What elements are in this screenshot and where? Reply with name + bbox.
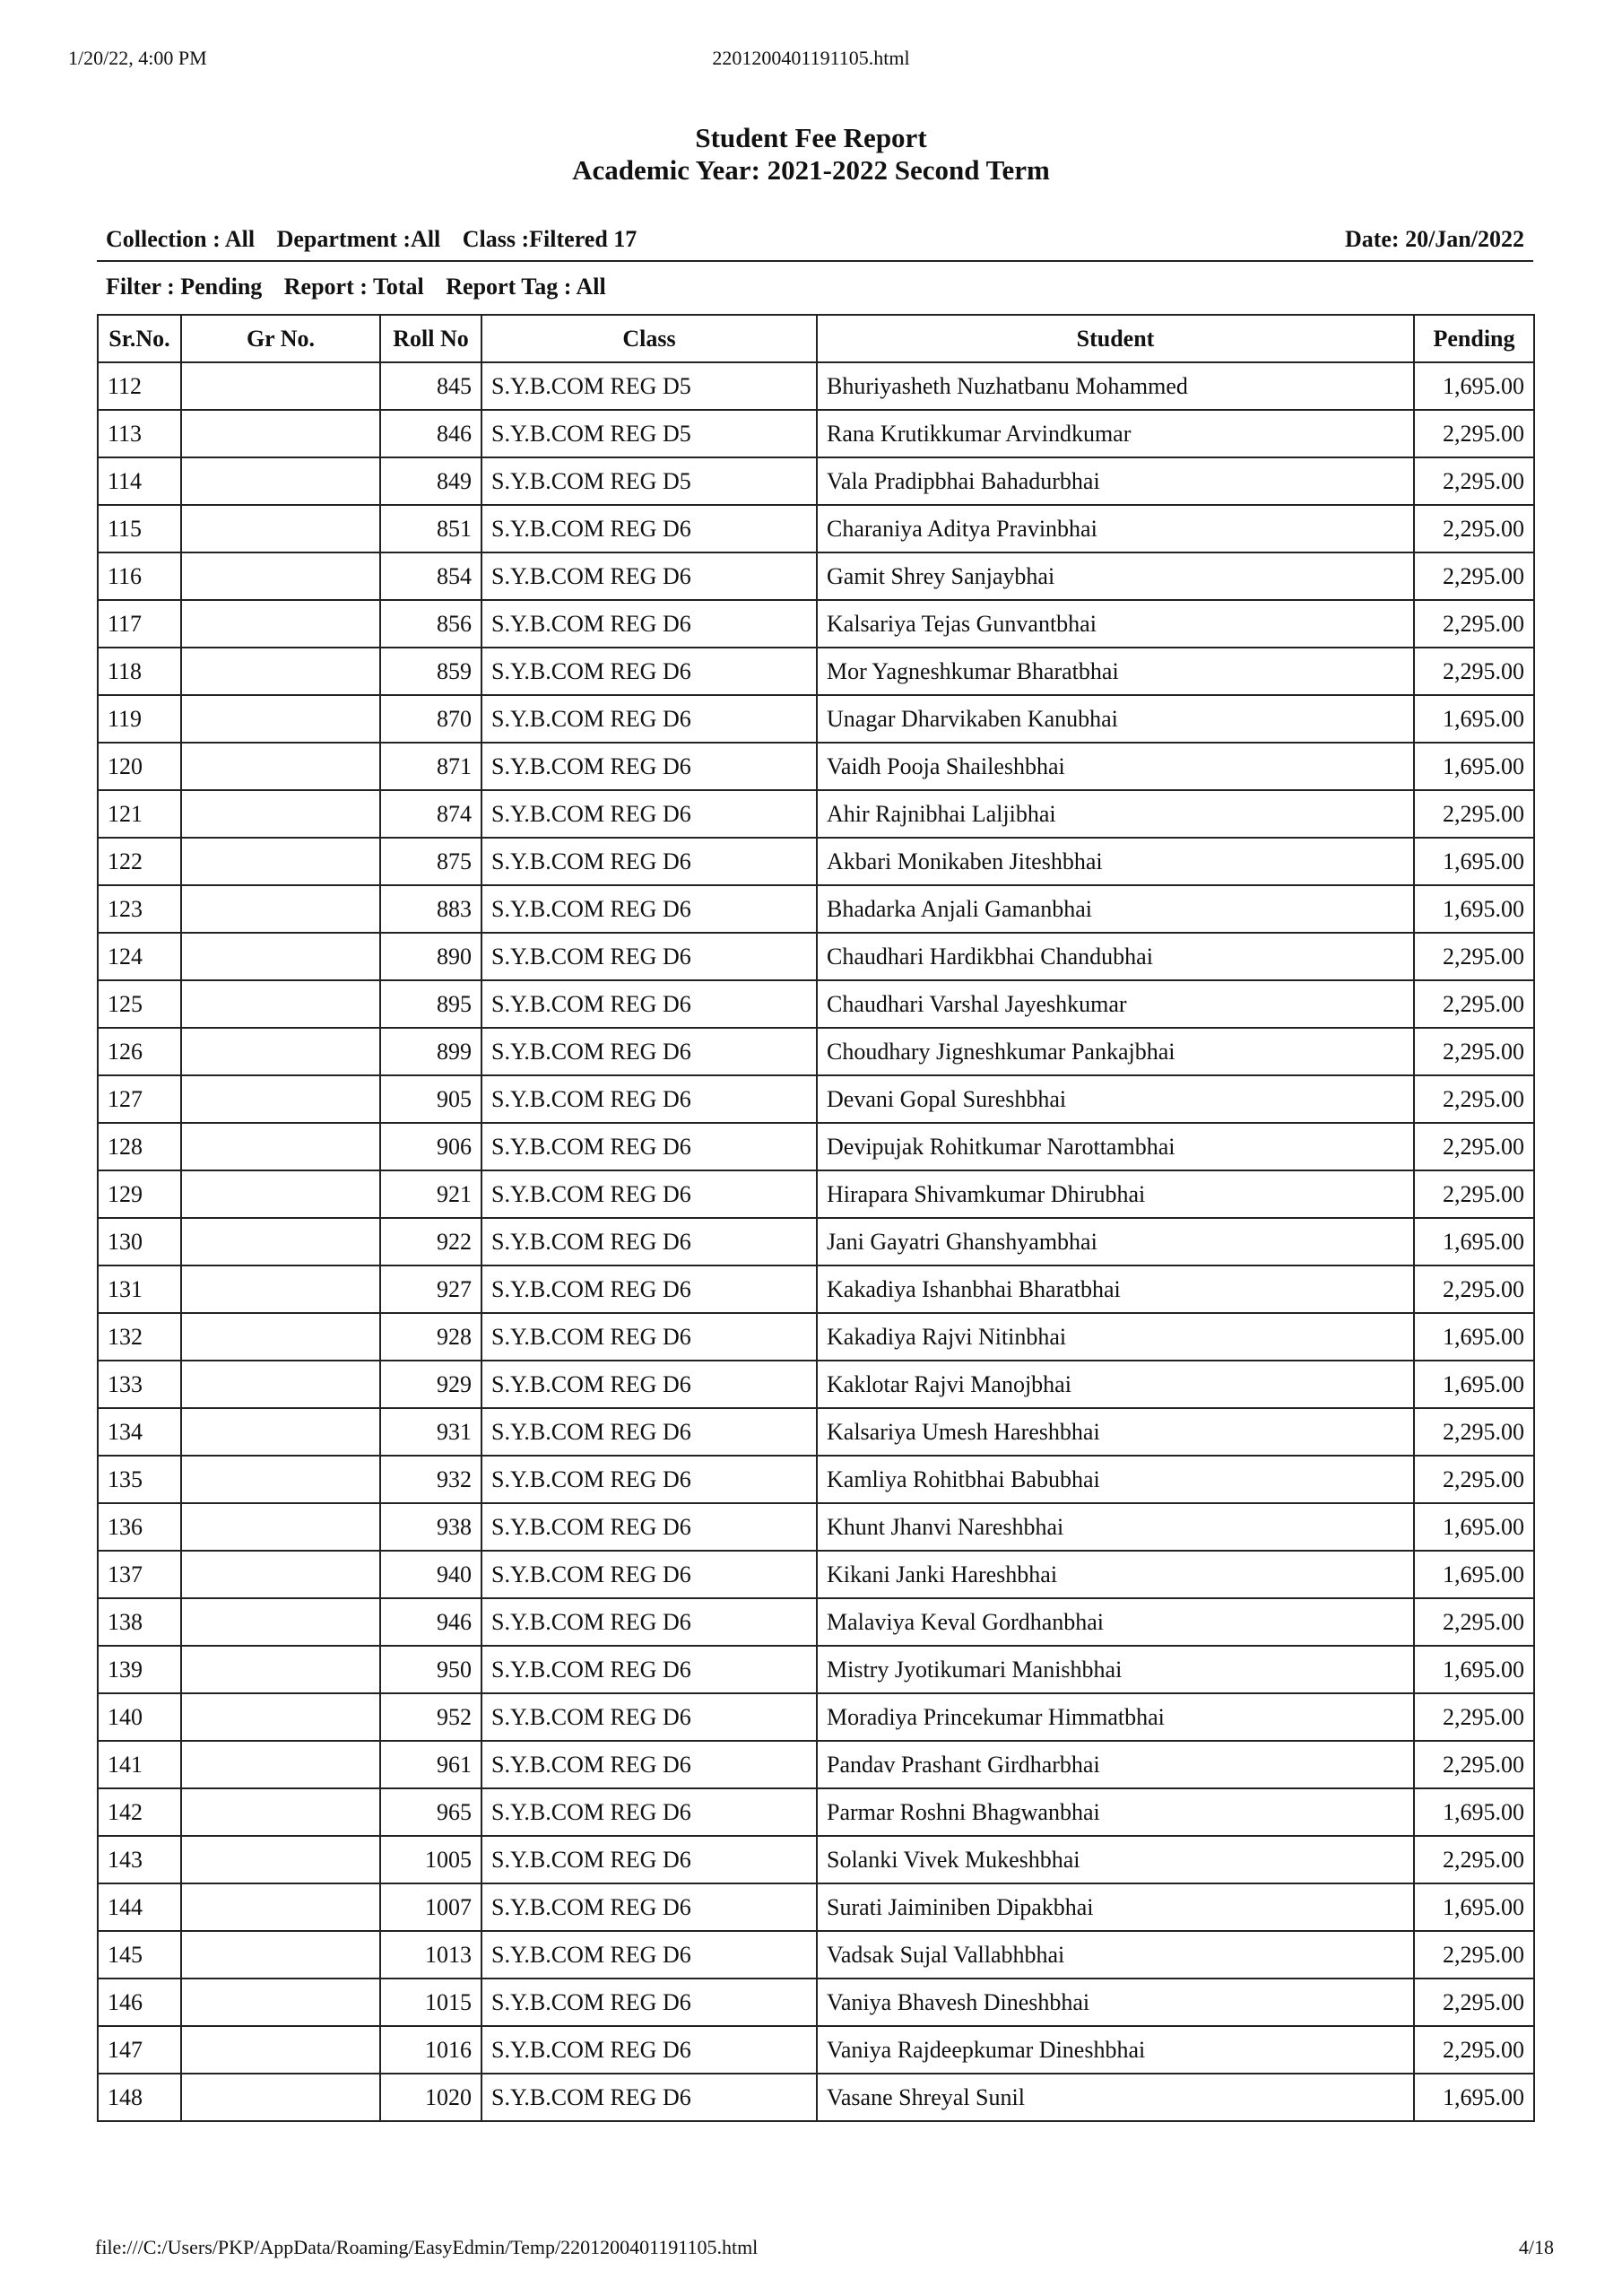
cell-pending: 2,295.00	[1414, 457, 1534, 505]
cell-class: S.Y.B.COM REG D6	[481, 1170, 817, 1218]
class-filter-label: Class :Filtered 17	[462, 226, 638, 252]
cell-gr-no	[181, 695, 380, 743]
table-row	[98, 933, 1534, 980]
cell-roll-no: 906	[380, 1123, 481, 1170]
fee-table	[97, 314, 1535, 2122]
cell-sr-no: 142	[98, 1788, 181, 1836]
cell-pending: 2,295.00	[1414, 980, 1534, 1028]
cell-pending: 2,295.00	[1414, 790, 1534, 838]
cell-student: Kakadiya Rajvi Nitinbhai	[817, 1313, 1414, 1361]
table-row	[98, 1693, 1534, 1741]
cell-gr-no	[181, 600, 380, 648]
table-row	[98, 648, 1534, 695]
cell-pending: 2,295.00	[1414, 1693, 1534, 1741]
cell-student: Vadsak Sujal Vallabhbhai	[817, 1931, 1414, 1979]
cell-sr-no: 139	[98, 1646, 181, 1693]
cell-sr-no: 132	[98, 1313, 181, 1361]
cell-class: S.Y.B.COM REG D6	[481, 1931, 817, 1979]
print-filename: 2201200401191105.html	[712, 47, 910, 69]
table-row	[98, 552, 1534, 600]
cell-gr-no	[181, 1170, 380, 1218]
cell-pending: 1,695.00	[1414, 1361, 1534, 1408]
cell-gr-no	[181, 362, 380, 410]
cell-pending: 1,695.00	[1414, 1503, 1534, 1551]
cell-student: Solanki Vivek Mukeshbhai	[817, 1836, 1414, 1883]
cell-student: Kikani Janki Hareshbhai	[817, 1551, 1414, 1598]
cell-pending: 2,295.00	[1414, 410, 1534, 457]
report-date: Date: 20/Jan/2022	[1344, 226, 1524, 252]
table-row	[98, 695, 1534, 743]
cell-student: Gamit Shrey Sanjaybhai	[817, 552, 1414, 600]
cell-student: Ahir Rajnibhai Laljibhai	[817, 790, 1414, 838]
header-pending: Pending	[1414, 315, 1534, 362]
cell-class: S.Y.B.COM REG D6	[481, 1075, 817, 1123]
cell-roll-no: 961	[380, 1741, 481, 1788]
cell-class: S.Y.B.COM REG D6	[481, 1741, 817, 1788]
table-row	[98, 1408, 1534, 1456]
cell-pending: 2,295.00	[1414, 1075, 1534, 1123]
cell-gr-no	[181, 885, 380, 933]
cell-class: S.Y.B.COM REG D6	[481, 1313, 817, 1361]
cell-roll-no: 965	[380, 1788, 481, 1836]
cell-pending: 1,695.00	[1414, 1788, 1534, 1836]
cell-class: S.Y.B.COM REG D6	[481, 1408, 817, 1456]
table-row	[98, 1361, 1534, 1408]
cell-gr-no	[181, 1931, 380, 1979]
cell-roll-no: 895	[380, 980, 481, 1028]
cell-student: Mistry Jyotikumari Manishbhai	[817, 1646, 1414, 1693]
cell-student: Khunt Jhanvi Nareshbhai	[817, 1503, 1414, 1551]
cell-roll-no: 905	[380, 1075, 481, 1123]
cell-pending: 1,695.00	[1414, 743, 1534, 790]
cell-gr-no	[181, 410, 380, 457]
table-row	[98, 885, 1534, 933]
cell-gr-no	[181, 1361, 380, 1408]
cell-sr-no: 133	[98, 1361, 181, 1408]
cell-student: Surati Jaiminiben Dipakbhai	[817, 1883, 1414, 1931]
cell-sr-no: 129	[98, 1170, 181, 1218]
cell-sr-no: 130	[98, 1218, 181, 1265]
cell-pending: 2,295.00	[1414, 1931, 1534, 1979]
cell-sr-no: 138	[98, 1598, 181, 1646]
cell-class: S.Y.B.COM REG D6	[481, 600, 817, 648]
cell-pending: 2,295.00	[1414, 552, 1534, 600]
cell-sr-no: 112	[98, 362, 181, 410]
table-row	[98, 2026, 1534, 2074]
cell-gr-no	[181, 1646, 380, 1693]
cell-student: Charaniya Aditya Pravinbhai	[817, 505, 1414, 552]
cell-student: Vaniya Bhavesh Dineshbhai	[817, 1979, 1414, 2026]
header-gr-no: Gr No.	[181, 315, 380, 362]
cell-gr-no	[181, 505, 380, 552]
cell-class: S.Y.B.COM REG D6	[481, 1265, 817, 1313]
cell-student: Kalsariya Tejas Gunvantbhai	[817, 600, 1414, 648]
table-row	[98, 457, 1534, 505]
cell-roll-no: 890	[380, 933, 481, 980]
cell-gr-no	[181, 1503, 380, 1551]
cell-class: S.Y.B.COM REG D5	[481, 457, 817, 505]
report-subtitle: Academic Year: 2021-2022 Second Term	[572, 154, 1050, 186]
cell-pending: 2,295.00	[1414, 1408, 1534, 1456]
cell-student: Devani Gopal Sureshbhai	[817, 1075, 1414, 1123]
cell-roll-no: 871	[380, 743, 481, 790]
cell-sr-no: 115	[98, 505, 181, 552]
print-datetime: 1/20/22, 4:00 PM	[68, 47, 207, 69]
cell-pending: 2,295.00	[1414, 1979, 1534, 2026]
table-row	[98, 1265, 1534, 1313]
cell-roll-no: 946	[380, 1598, 481, 1646]
cell-student: Rana Krutikkumar Arvindkumar	[817, 410, 1414, 457]
cell-sr-no: 148	[98, 2074, 181, 2121]
cell-sr-no: 127	[98, 1075, 181, 1123]
table-row	[98, 1551, 1534, 1598]
table-row	[98, 790, 1534, 838]
cell-sr-no: 113	[98, 410, 181, 457]
cell-student: Devipujak Rohitkumar Narottambhai	[817, 1123, 1414, 1170]
cell-roll-no: 851	[380, 505, 481, 552]
cell-gr-no	[181, 1265, 380, 1313]
header-sr-no: Sr.No.	[98, 315, 181, 362]
table-row	[98, 362, 1534, 410]
table-row	[98, 1218, 1534, 1265]
report-filter-line	[106, 274, 622, 300]
cell-sr-no: 145	[98, 1931, 181, 1979]
cell-roll-no: 1016	[380, 2026, 481, 2074]
table-row	[98, 600, 1534, 648]
report-tag-label: Report Tag : All	[446, 274, 606, 300]
table-row	[98, 1931, 1534, 1979]
table-row	[98, 1503, 1534, 1551]
cell-sr-no: 123	[98, 885, 181, 933]
cell-class: S.Y.B.COM REG D6	[481, 695, 817, 743]
cell-class: S.Y.B.COM REG D6	[481, 1598, 817, 1646]
cell-class: S.Y.B.COM REG D6	[481, 1503, 817, 1551]
cell-sr-no: 128	[98, 1123, 181, 1170]
table-row	[98, 1123, 1534, 1170]
cell-pending: 2,295.00	[1414, 1265, 1534, 1313]
cell-sr-no: 135	[98, 1456, 181, 1503]
cell-class: S.Y.B.COM REG D6	[481, 933, 817, 980]
cell-student: Vaidh Pooja Shaileshbhai	[817, 743, 1414, 790]
table-row	[98, 838, 1534, 885]
cell-student: Kaklotar Rajvi Manojbhai	[817, 1361, 1414, 1408]
cell-class: S.Y.B.COM REG D6	[481, 1979, 817, 2026]
cell-roll-no: 870	[380, 695, 481, 743]
cell-student: Vaniya Rajdeepkumar Dineshbhai	[817, 2026, 1414, 2074]
cell-pending: 2,295.00	[1414, 1598, 1534, 1646]
cell-pending: 2,295.00	[1414, 933, 1534, 980]
cell-pending: 1,695.00	[1414, 1218, 1534, 1265]
cell-gr-no	[181, 1788, 380, 1836]
cell-student: Vasane Shreyal Sunil	[817, 2074, 1414, 2121]
cell-gr-no	[181, 790, 380, 838]
cell-gr-no	[181, 1836, 380, 1883]
cell-student: Chaudhari Hardikbhai Chandubhai	[817, 933, 1414, 980]
cell-gr-no	[181, 1408, 380, 1456]
cell-roll-no: 875	[380, 838, 481, 885]
cell-class: S.Y.B.COM REG D6	[481, 1361, 817, 1408]
print-file-path: file:///C:/Users/PKP/AppData/Roaming/EasyEdmin/Temp/2201200401191105.html	[95, 2236, 759, 2258]
cell-class: S.Y.B.COM REG D6	[481, 1218, 817, 1265]
cell-sr-no: 143	[98, 1836, 181, 1883]
cell-pending: 2,295.00	[1414, 1456, 1534, 1503]
cell-gr-no	[181, 1551, 380, 1598]
cell-class: S.Y.B.COM REG D6	[481, 1836, 817, 1883]
cell-class: S.Y.B.COM REG D5	[481, 362, 817, 410]
cell-class: S.Y.B.COM REG D6	[481, 552, 817, 600]
cell-student: Bhadarka Anjali Gamanbhai	[817, 885, 1414, 933]
cell-sr-no: 122	[98, 838, 181, 885]
cell-gr-no	[181, 1979, 380, 2026]
cell-roll-no: 856	[380, 600, 481, 648]
cell-gr-no	[181, 2074, 380, 2121]
cell-sr-no: 144	[98, 1883, 181, 1931]
cell-sr-no: 126	[98, 1028, 181, 1075]
cell-pending: 1,695.00	[1414, 1551, 1534, 1598]
cell-roll-no: 921	[380, 1170, 481, 1218]
cell-pending: 1,695.00	[1414, 1883, 1534, 1931]
table-row	[98, 980, 1534, 1028]
cell-class: S.Y.B.COM REG D6	[481, 838, 817, 885]
collection-label: Collection : All	[106, 226, 256, 252]
cell-pending: 1,695.00	[1414, 695, 1534, 743]
table-row	[98, 1456, 1534, 1503]
table-row	[98, 410, 1534, 457]
cell-sr-no: 117	[98, 600, 181, 648]
table-row	[98, 743, 1534, 790]
cell-pending: 2,295.00	[1414, 600, 1534, 648]
cell-student: Jani Gayatri Ghanshyambhai	[817, 1218, 1414, 1265]
cell-class: S.Y.B.COM REG D6	[481, 790, 817, 838]
cell-roll-no: 845	[380, 362, 481, 410]
cell-gr-no	[181, 1598, 380, 1646]
table-row	[98, 2074, 1534, 2121]
cell-student: Malaviya Keval Gordhanbhai	[817, 1598, 1414, 1646]
cell-gr-no	[181, 743, 380, 790]
cell-student: Choudhary Jigneshkumar Pankajbhai	[817, 1028, 1414, 1075]
cell-student: Unagar Dharvikaben Kanubhai	[817, 695, 1414, 743]
cell-pending: 1,695.00	[1414, 362, 1534, 410]
cell-sr-no: 141	[98, 1741, 181, 1788]
cell-student: Moradiya Princekumar Himmatbhai	[817, 1693, 1414, 1741]
cell-sr-no: 134	[98, 1408, 181, 1456]
cell-gr-no	[181, 838, 380, 885]
cell-pending: 1,695.00	[1414, 838, 1534, 885]
cell-gr-no	[181, 648, 380, 695]
cell-student: Kakadiya Ishanbhai Bharatbhai	[817, 1265, 1414, 1313]
cell-gr-no	[181, 1218, 380, 1265]
cell-roll-no: 899	[380, 1028, 481, 1075]
cell-sr-no: 131	[98, 1265, 181, 1313]
table-row	[98, 1979, 1534, 2026]
cell-pending: 1,695.00	[1414, 2074, 1534, 2121]
report-title: Student Fee Report	[695, 122, 927, 153]
table-row	[98, 1788, 1534, 1836]
cell-gr-no	[181, 457, 380, 505]
cell-gr-no	[181, 1075, 380, 1123]
table-row	[98, 1598, 1534, 1646]
cell-roll-no: 927	[380, 1265, 481, 1313]
cell-sr-no: 136	[98, 1503, 181, 1551]
cell-roll-no: 1007	[380, 1883, 481, 1931]
cell-sr-no: 121	[98, 790, 181, 838]
header-roll-no: Roll No	[380, 315, 481, 362]
cell-sr-no: 125	[98, 980, 181, 1028]
cell-gr-no	[181, 1456, 380, 1503]
cell-class: S.Y.B.COM REG D6	[481, 885, 817, 933]
cell-roll-no: 854	[380, 552, 481, 600]
cell-student: Pandav Prashant Girdharbhai	[817, 1741, 1414, 1788]
cell-roll-no: 1015	[380, 1979, 481, 2026]
cell-roll-no: 874	[380, 790, 481, 838]
cell-sr-no: 116	[98, 552, 181, 600]
cell-gr-no	[181, 1123, 380, 1170]
cell-roll-no: 929	[380, 1361, 481, 1408]
cell-class: S.Y.B.COM REG D6	[481, 1693, 817, 1741]
cell-student: Kamliya Rohitbhai Babubhai	[817, 1456, 1414, 1503]
cell-student: Chaudhari Varshal Jayeshkumar	[817, 980, 1414, 1028]
cell-roll-no: 846	[380, 410, 481, 457]
cell-class: S.Y.B.COM REG D6	[481, 980, 817, 1028]
print-footer	[95, 2236, 1554, 2263]
header-class: Class	[481, 315, 817, 362]
report-title-block	[0, 122, 1622, 187]
print-header	[68, 47, 1554, 74]
cell-roll-no: 1013	[380, 1931, 481, 1979]
cell-pending: 2,295.00	[1414, 505, 1534, 552]
cell-sr-no: 124	[98, 933, 181, 980]
page-number: 4/18	[1518, 2236, 1554, 2258]
table-row	[98, 1836, 1534, 1883]
cell-sr-no: 114	[98, 457, 181, 505]
cell-roll-no: 883	[380, 885, 481, 933]
cell-pending: 2,295.00	[1414, 648, 1534, 695]
cell-student: Vala Pradipbhai Bahadurbhai	[817, 457, 1414, 505]
table-row	[98, 1028, 1534, 1075]
table-row	[98, 1075, 1534, 1123]
cell-class: S.Y.B.COM REG D6	[481, 1788, 817, 1836]
cell-pending: 2,295.00	[1414, 1123, 1534, 1170]
report-type-label: Report : Total	[283, 274, 424, 300]
table-row	[98, 1313, 1534, 1361]
cell-sr-no: 147	[98, 2026, 181, 2074]
cell-class: S.Y.B.COM REG D6	[481, 1883, 817, 1931]
cell-student: Akbari Monikaben Jiteshbhai	[817, 838, 1414, 885]
cell-gr-no	[181, 2026, 380, 2074]
cell-class: S.Y.B.COM REG D6	[481, 1551, 817, 1598]
cell-roll-no: 940	[380, 1551, 481, 1598]
cell-sr-no: 119	[98, 695, 181, 743]
cell-pending: 2,295.00	[1414, 1741, 1534, 1788]
cell-pending: 1,695.00	[1414, 1313, 1534, 1361]
cell-class: S.Y.B.COM REG D6	[481, 1646, 817, 1693]
cell-roll-no: 1005	[380, 1836, 481, 1883]
table-header-row	[98, 315, 1534, 362]
cell-student: Parmar Roshni Bhagwanbhai	[817, 1788, 1414, 1836]
cell-student: Bhuriyasheth Nuzhatbanu Mohammed	[817, 362, 1414, 410]
cell-gr-no	[181, 1313, 380, 1361]
cell-gr-no	[181, 1693, 380, 1741]
cell-pending: 2,295.00	[1414, 1028, 1534, 1075]
cell-gr-no	[181, 933, 380, 980]
report-meta-line	[97, 224, 1533, 262]
cell-roll-no: 952	[380, 1693, 481, 1741]
cell-sr-no: 118	[98, 648, 181, 695]
cell-pending: 2,295.00	[1414, 1836, 1534, 1883]
cell-gr-no	[181, 980, 380, 1028]
table-row	[98, 1170, 1534, 1218]
table-row	[98, 1741, 1534, 1788]
cell-roll-no: 932	[380, 1456, 481, 1503]
cell-pending: 2,295.00	[1414, 2026, 1534, 2074]
cell-student: Kalsariya Umesh Hareshbhai	[817, 1408, 1414, 1456]
cell-roll-no: 931	[380, 1408, 481, 1456]
cell-student: Hirapara Shivamkumar Dhirubhai	[817, 1170, 1414, 1218]
cell-class: S.Y.B.COM REG D6	[481, 1123, 817, 1170]
cell-roll-no: 922	[380, 1218, 481, 1265]
cell-gr-no	[181, 1741, 380, 1788]
department-label: Department :All	[276, 226, 441, 252]
cell-class: S.Y.B.COM REG D6	[481, 1028, 817, 1075]
cell-class: S.Y.B.COM REG D6	[481, 505, 817, 552]
cell-sr-no: 120	[98, 743, 181, 790]
cell-pending: 1,695.00	[1414, 1646, 1534, 1693]
cell-sr-no: 146	[98, 1979, 181, 2026]
cell-gr-no	[181, 552, 380, 600]
table-row	[98, 1646, 1534, 1693]
cell-roll-no: 859	[380, 648, 481, 695]
table-row	[98, 1883, 1534, 1931]
cell-sr-no: 140	[98, 1693, 181, 1741]
cell-gr-no	[181, 1883, 380, 1931]
cell-student: Mor Yagneshkumar Bharatbhai	[817, 648, 1414, 695]
cell-pending: 2,295.00	[1414, 1170, 1534, 1218]
cell-class: S.Y.B.COM REG D6	[481, 2074, 817, 2121]
cell-gr-no	[181, 1028, 380, 1075]
table-row	[98, 505, 1534, 552]
cell-class: S.Y.B.COM REG D6	[481, 648, 817, 695]
cell-class: S.Y.B.COM REG D6	[481, 2026, 817, 2074]
cell-class: S.Y.B.COM REG D6	[481, 743, 817, 790]
filter-label: Filter : Pending	[106, 274, 263, 300]
cell-class: S.Y.B.COM REG D6	[481, 1456, 817, 1503]
cell-pending: 1,695.00	[1414, 885, 1534, 933]
cell-sr-no: 137	[98, 1551, 181, 1598]
header-student: Student	[817, 315, 1414, 362]
cell-roll-no: 928	[380, 1313, 481, 1361]
cell-class: S.Y.B.COM REG D5	[481, 410, 817, 457]
cell-roll-no: 1020	[380, 2074, 481, 2121]
cell-roll-no: 950	[380, 1646, 481, 1693]
cell-roll-no: 938	[380, 1503, 481, 1551]
cell-roll-no: 849	[380, 457, 481, 505]
